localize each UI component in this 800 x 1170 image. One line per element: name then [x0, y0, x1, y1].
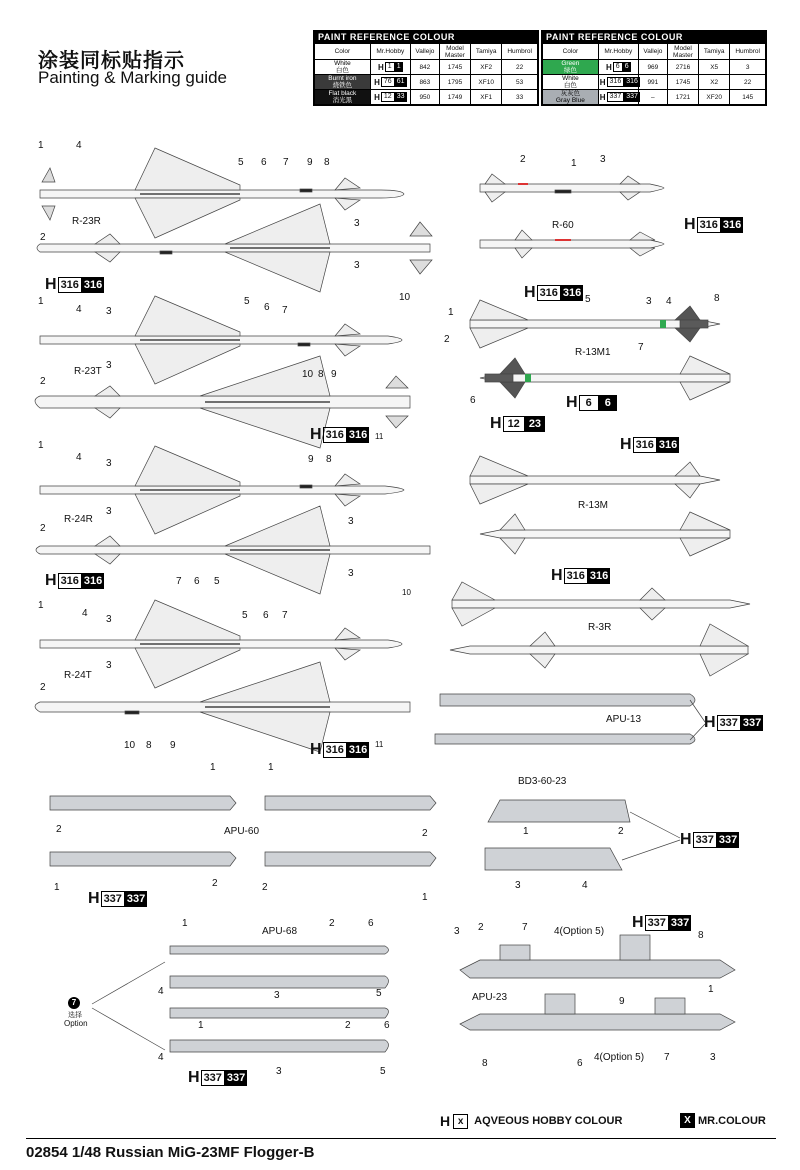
option-cn: 选择 [68, 1012, 82, 1019]
col-mrhobby: Mr.Hobby [370, 44, 410, 60]
pylon-bd3 [485, 800, 680, 870]
color-swatch: Burnt iron 烧铁色 [315, 75, 371, 90]
table-row: White 白色 H 1 1 842 1745 XF2 22 [315, 60, 538, 75]
table-row: 灰灰色 Gray Blue H 337 337 – 1721 XF20 145 [543, 90, 766, 105]
caption-r60: R-60 [552, 220, 574, 231]
color-swatch: White 白色 [315, 60, 371, 75]
hcode-316-r24r: H 316 316 [45, 572, 103, 589]
table-row: White 白色 H 316 316 991 1745 X2 22 [543, 75, 766, 90]
col-vallejo: Vallejo [638, 44, 667, 60]
hcode-316-r23t: H 316 316 [310, 426, 368, 443]
hcode-316-r3r: H 316 316 [551, 567, 609, 584]
footer-divider [26, 1138, 776, 1139]
caption-apu60: APU-60 [224, 826, 260, 837]
col-vallejo: Vallejo [410, 44, 439, 60]
missile-r24t-top [40, 600, 402, 688]
caption-apu23: APU-23 [472, 992, 508, 1003]
col-color: Color [315, 44, 371, 60]
title-chinese: 涂装同标贴指示 [38, 48, 185, 72]
col-tamiya: Tamiya [471, 44, 502, 60]
hcode-337-apu23: H 337 337 [632, 914, 690, 931]
title-english: Painting & Marking guide [38, 68, 228, 87]
caption-r13m1: R-13M1 [575, 347, 611, 358]
footer-title: 02854 1/48 Russian MiG-23MF Flogger-B [26, 1144, 315, 1161]
table-header: PAINT REFERENCE COLOUR [314, 31, 538, 43]
hcode-316-r13m1: H 316 316 [524, 284, 582, 301]
hcode-316-r60: H 316 316 [684, 216, 742, 233]
missile-r60 [480, 174, 664, 258]
caption-r23r: R-23R [72, 216, 101, 227]
caption-apu68: APU-68 [262, 926, 298, 937]
color-swatch: Flat black 消光黑 [315, 90, 371, 105]
hcode-316-r13m: H 316 316 [620, 436, 678, 453]
col-modelmaster: Model Master [439, 44, 470, 60]
legend-aqueous [440, 1113, 622, 1129]
caption-r24t: R-24T [64, 670, 92, 681]
option-icon: 7 [68, 997, 80, 1009]
caption-r24r: R-24R [64, 514, 93, 525]
hcode-337-apu13: H 337 337 [704, 714, 762, 731]
hcode-316-r23r: H 316 316 [45, 276, 103, 293]
caption-r13m: R-13M [578, 500, 609, 511]
col-color: Color [543, 44, 599, 60]
hcode-337-apu60: H 337 337 [88, 890, 146, 907]
hcode-316-r24t: H 316 316 [310, 741, 368, 758]
caption-apu13: APU-13 [606, 714, 642, 725]
hcode-337-bd3: H 337 337 [680, 831, 738, 848]
caption-r3r: R-3R [588, 622, 612, 633]
col-mrhobby: Mr.Hobby [598, 44, 638, 60]
legend-aq-text: AQVEOUS HOBBY COLOUR [474, 1115, 623, 1127]
col-modelmaster: Model Master [667, 44, 698, 60]
caption-bd3: BD3-60-23 [518, 776, 567, 787]
option-en: Option [64, 1019, 88, 1028]
color-swatch: White 白色 [543, 75, 599, 90]
col-humbrol: Humbrol [502, 44, 538, 60]
hcode-6-green: H 6 6 [566, 394, 617, 412]
hcode-337-apu68: H 337 337 [188, 1069, 246, 1086]
table-header: PAINT REFERENCE COLOUR [542, 31, 766, 43]
pylon-apu13 [435, 694, 705, 744]
legend-aq-h: H [440, 1113, 451, 1129]
legend-mr-text: MR.COLOUR [698, 1114, 766, 1127]
pylon-apu68 [92, 946, 389, 1052]
color-swatch: Green 绿色 [543, 60, 599, 75]
color-swatch: 灰灰色 Gray Blue [543, 90, 599, 105]
table-row: Flat black 消光黑 H 12 33 950 1749 XF1 33 [315, 90, 538, 105]
pylon-apu23 [460, 935, 735, 1030]
caption-option5-top: 4(Option 5) [554, 926, 605, 937]
legend-aq-x: x [453, 1114, 468, 1129]
hcode-12-black: H 12 23 [490, 415, 545, 433]
table-row: Burnt iron 烧铁色 H 76 61 863 1795 XF10 53 [315, 75, 538, 90]
col-tamiya: Tamiya [699, 44, 730, 60]
legend-mr-x: X [680, 1113, 695, 1128]
legend-mr-colour [680, 1113, 766, 1128]
caption-option5-bottom: 4(Option 5) [594, 1052, 645, 1063]
col-humbrol: Humbrol [730, 44, 766, 60]
caption-r23t: R-23T [74, 366, 102, 377]
table-row: Green 绿色 H 6 6 969 2716 X5 3 [543, 60, 766, 75]
